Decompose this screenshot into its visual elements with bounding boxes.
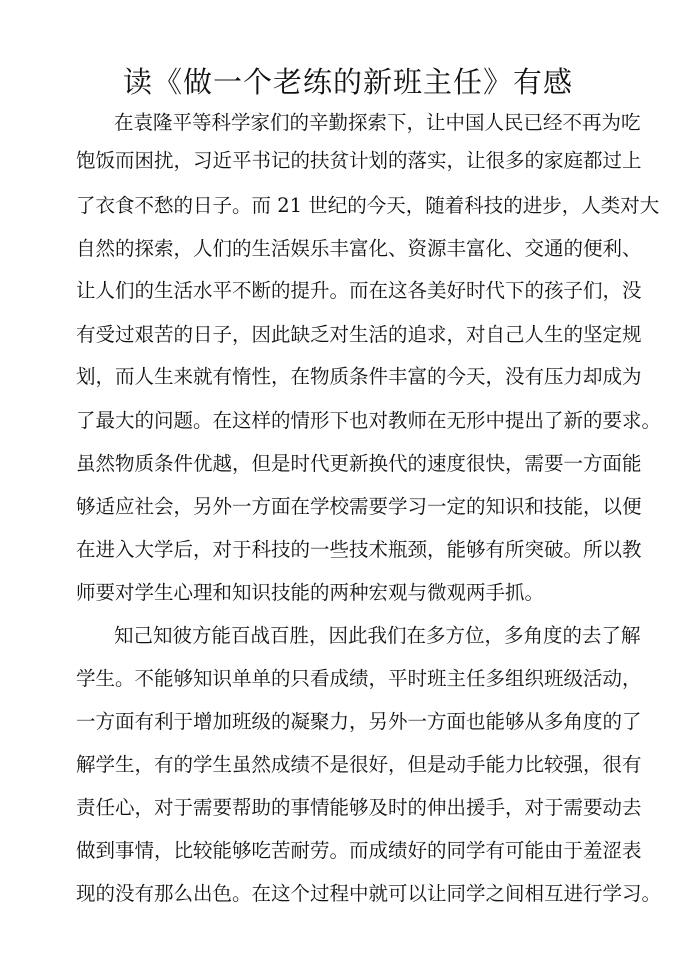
paragraph-line: 解学生，有的学生虽然成绩不是很好，但是动手能力比较强，很有 — [76, 753, 642, 776]
paragraph-line: 在进入大学后，对于科技的一些技术瓶颈，能够有所突破。所以教 — [76, 538, 642, 561]
paragraph-line: 有受过艰苦的日子，因此缺乏对生活的追求，对自己人生的坚定规 — [76, 323, 642, 346]
paragraph-line: 在袁隆平等科学家们的辛勤探索下，让中国人民已经不再为吃 — [114, 111, 641, 134]
paragraph-line: 虽然物质条件优越，但是时代更新换代的速度很快，需要一方面能 — [76, 452, 642, 475]
paragraph-line: 学生。不能够知识单单的只看成绩，平时班主任多组织班级活动， — [76, 667, 642, 690]
paragraph-line: 现的没有那么出色。在这个过程中就可以让同学之间相互进行学习。 — [76, 882, 662, 905]
paragraph-line: 够适应社会，另外一方面在学校需要学习一定的知识和技能，以便 — [76, 495, 642, 518]
paragraph-line: 一方面有利于增加班级的凝聚力，另外一方面也能够从多角度的了 — [76, 710, 642, 733]
paragraph-line: 了衣食不愁的日子。而 21 世纪的今天，随着科技的进步，人类对大 — [76, 194, 660, 217]
paragraph-line: 让人们的生活水平不断的提升。而在这各美好时代下的孩子们，没 — [76, 279, 642, 302]
paragraph-line: 做到事情，比较能够吃苦耐劳。而成绩好的同学有可能由于羞涩表 — [76, 839, 642, 862]
paragraph-line: 饱饭而困扰，习近平书记的扶贫计划的落实，让很多的家庭都过上 — [76, 149, 642, 172]
paragraph-line: 责任心，对于需要帮助的事情能够及时的伸出援手，对于需要动去 — [76, 796, 642, 819]
paragraph-line: 师要对学生心理和知识技能的两种宏观与微观两手抓。 — [76, 581, 545, 604]
paragraph-line: 了最大的问题。在这样的情形下也对教师在无形中提出了新的要求。 — [76, 409, 662, 432]
paragraph-line: 自然的探索，人们的生活娱乐丰富化、资源丰富化、交通的便利、 — [76, 237, 642, 260]
paragraph-line: 知己知彼方能百战百胜，因此我们在多方位，多角度的去了解 — [114, 624, 641, 647]
paragraph-line: 划，而人生来就有惰性，在物质条件丰富的今天，没有压力却成为 — [76, 365, 642, 388]
document-title: 读《做一个老练的新班主任》有感 — [122, 65, 573, 99]
